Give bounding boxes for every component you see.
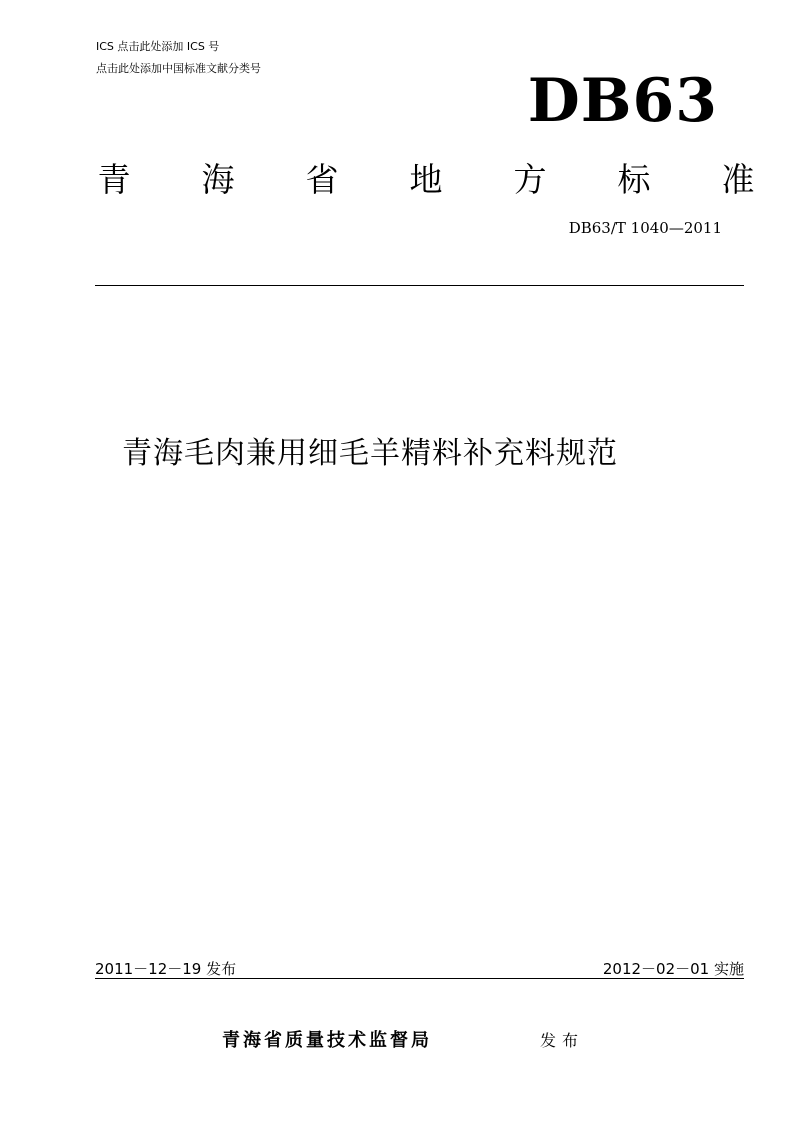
classification-number: 点击此处添加中国标准文献分类号 (96, 62, 261, 75)
effective-date: 2012－02－01 实施 (602, 960, 744, 978)
ics-number: ICS 点击此处添加 ICS 号 (96, 40, 220, 53)
standard-type-char: 标 (617, 159, 651, 199)
standard-type-char: 地 (409, 159, 443, 199)
publish-date: 2011－12－19 发布 (95, 960, 237, 978)
publisher-action: 发布 (540, 1031, 585, 1050)
header-divider (95, 285, 744, 286)
dates-row (95, 959, 744, 979)
footer-divider (95, 978, 744, 979)
standard-type-char: 海 (201, 159, 235, 199)
standard-code: DB63 (527, 66, 718, 136)
standard-type-char: 省 (305, 159, 339, 199)
standard-type (96, 152, 756, 202)
publisher-name: 青海省质量技术监督局 (222, 1030, 432, 1051)
standard-type-char: 准 (721, 159, 755, 199)
standard-number: DB63/T 1040—2011 (568, 219, 722, 237)
standard-type-char: 方 (513, 159, 547, 199)
document-title: 青海毛肉兼用细毛羊精料补充料规范 (122, 436, 618, 471)
standard-type-char: 青 (97, 159, 131, 199)
